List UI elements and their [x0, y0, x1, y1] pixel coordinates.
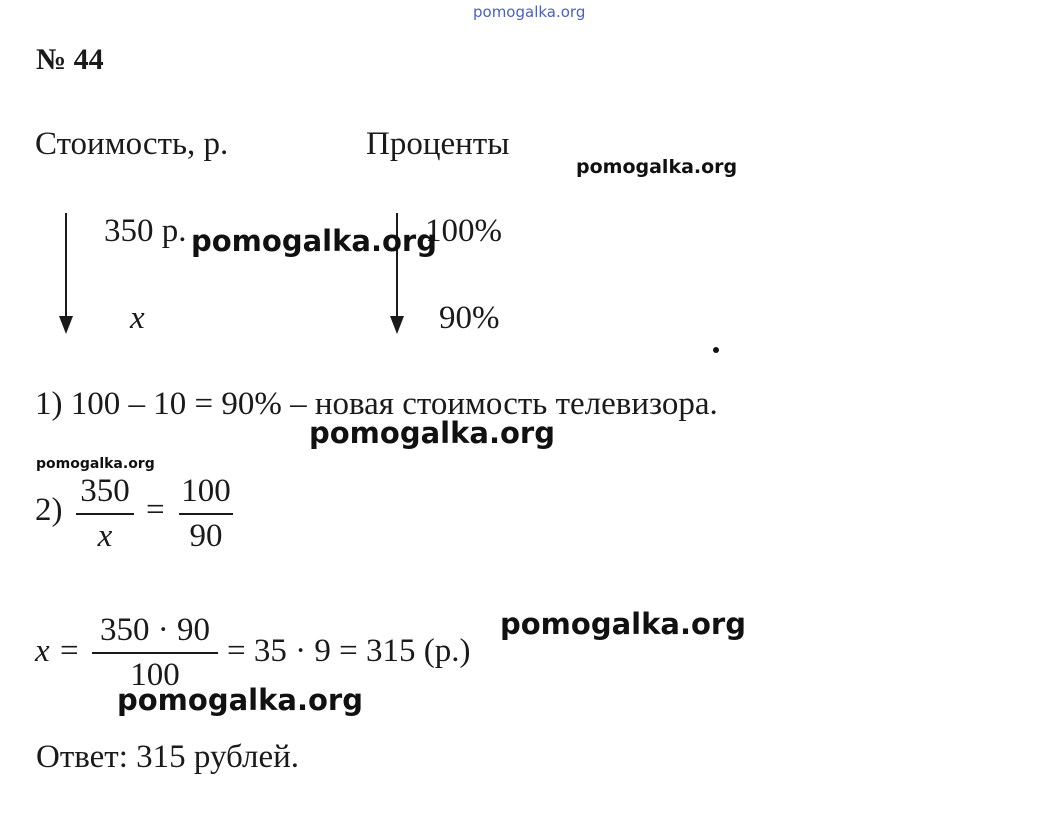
cost-known: 350 р.: [104, 213, 187, 249]
percent-header: Проценты: [366, 126, 510, 162]
fraction-right-denominator: 90: [189, 518, 223, 554]
step-1: 1) 100 – 10 = 90% – новая стоимость телевизора.: [35, 386, 718, 422]
calc-result: = 35 · 9 = 315 (р.): [227, 633, 471, 669]
watermark: pomogalka.org: [117, 683, 363, 717]
fraction-left-numerator: 350: [80, 473, 130, 509]
problem-number: № 44: [36, 43, 104, 76]
calc-denominator: 100: [130, 657, 180, 693]
cost-unknown: x: [130, 300, 145, 336]
cost-header: Стоимость, р.: [35, 126, 229, 162]
watermark: pomogalka.org: [576, 156, 738, 178]
watermark: pomogalka.org: [191, 224, 437, 258]
answer: Ответ: 315 рублей.: [36, 739, 300, 775]
watermark-top: pomogalka.org: [473, 3, 586, 21]
fraction-left: [76, 475, 134, 553]
percent-known: 100%: [425, 213, 502, 249]
calc-fraction: [92, 614, 218, 692]
watermark: pomogalka.org: [309, 416, 555, 450]
stray-dot: [713, 347, 719, 353]
step-2-label: 2): [35, 492, 63, 528]
percent-unknown: 90%: [439, 300, 500, 336]
fraction-left-denominator: x: [97, 518, 113, 554]
fraction-right-numerator: 100: [181, 473, 231, 509]
calc-numerator: 350 · 90: [100, 612, 210, 648]
watermark: pomogalka.org: [500, 607, 746, 641]
fraction-right: [179, 475, 233, 553]
watermark: pomogalka.org: [36, 456, 155, 472]
calc-variable: x =: [35, 633, 81, 669]
equals-sign: =: [146, 492, 165, 528]
